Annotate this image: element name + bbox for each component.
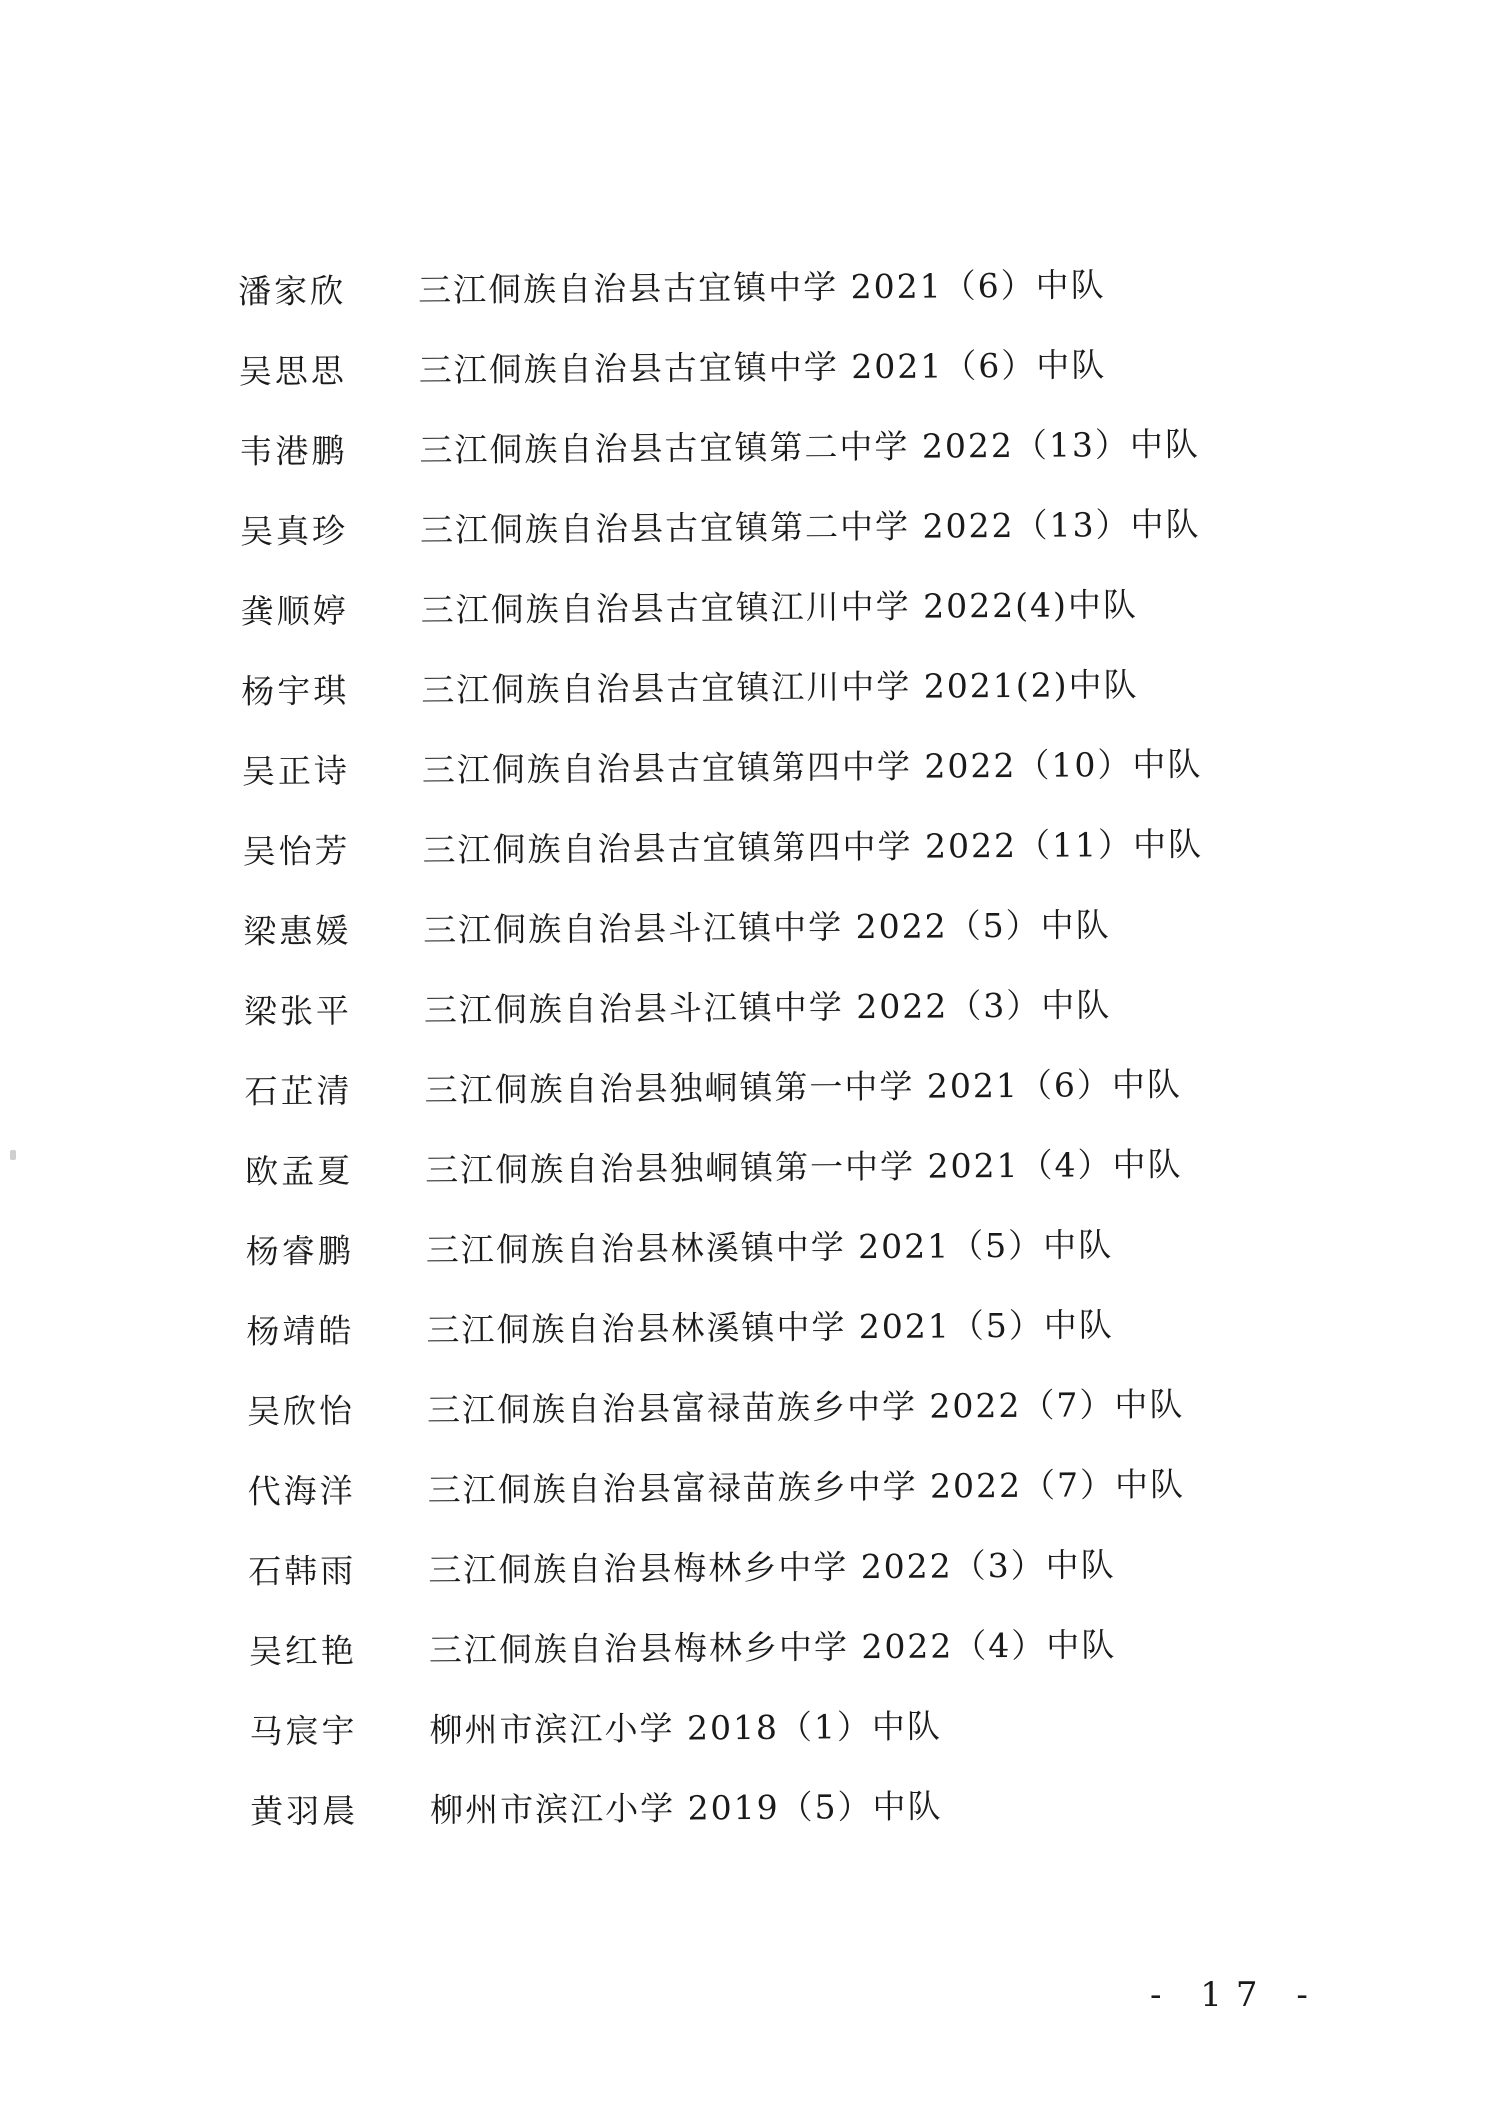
student-name: 代海洋 bbox=[247, 1471, 356, 1511]
list-item bbox=[241, 658, 1292, 746]
student-name: 潘家欣 bbox=[238, 271, 347, 311]
school-unit: 三江侗族自治县古宜镇第四中学 2022（11）中队 bbox=[422, 824, 1204, 870]
list-item bbox=[241, 578, 1292, 666]
school-unit: 三江侗族自治县斗江镇中学 2022（3）中队 bbox=[423, 985, 1112, 1030]
student-name: 吴怡芳 bbox=[242, 831, 351, 871]
student-name: 杨靖皓 bbox=[246, 1311, 355, 1351]
student-name: 吴思思 bbox=[238, 351, 347, 391]
list-item bbox=[246, 1298, 1297, 1386]
student-name: 黄羽晨 bbox=[249, 1791, 359, 1831]
school-unit: 三江侗族自治县林溪镇中学 2021（5）中队 bbox=[425, 1225, 1114, 1270]
student-name: 马宸宇 bbox=[249, 1711, 358, 1751]
school-unit: 三江侗族自治县古宜镇中学 2021（6）中队 bbox=[418, 265, 1106, 310]
student-name: 石韩雨 bbox=[248, 1551, 357, 1591]
student-name: 梁张平 bbox=[243, 991, 353, 1031]
school-unit: 三江侗族自治县古宜镇第四中学 2022（10）中队 bbox=[421, 744, 1203, 790]
list-item bbox=[242, 818, 1293, 906]
school-unit: 三江侗族自治县独峒镇第一中学 2021（4）中队 bbox=[424, 1144, 1183, 1190]
list-item bbox=[239, 338, 1290, 426]
list-item bbox=[238, 258, 1289, 346]
page-number: - 17 - bbox=[1150, 1975, 1322, 2015]
student-name: 吴真珍 bbox=[239, 511, 349, 551]
student-name: 梁惠媛 bbox=[243, 911, 352, 951]
school-unit: 三江侗族自治县古宜镇第二中学 2022（13）中队 bbox=[419, 424, 1201, 470]
list-item bbox=[248, 1538, 1299, 1626]
school-unit: 三江侗族自治县梅林乡中学 2022（4）中队 bbox=[428, 1625, 1117, 1670]
school-unit: 三江侗族自治县斗江镇中学 2022（5）中队 bbox=[423, 905, 1111, 950]
scan-artifact bbox=[10, 1150, 16, 1160]
school-unit: 三江侗族自治县富禄苗族乡中学 2022（7）中队 bbox=[427, 1464, 1186, 1510]
school-unit: 三江侗族自治县古宜镇中学 2021（6）中队 bbox=[418, 345, 1107, 390]
school-unit: 柳州市滨江小学 2019（5）中队 bbox=[429, 1786, 943, 1830]
list-item bbox=[243, 898, 1294, 986]
list-item bbox=[242, 738, 1293, 826]
list-item bbox=[245, 1138, 1296, 1226]
school-unit: 三江侗族自治县古宜镇第二中学 2022（13）中队 bbox=[419, 504, 1201, 550]
student-name: 欧孟夏 bbox=[244, 1151, 354, 1191]
list-item bbox=[246, 1218, 1297, 1306]
list-item bbox=[250, 1778, 1301, 1866]
list-item bbox=[247, 1458, 1298, 1546]
student-name: 石芷清 bbox=[244, 1071, 353, 1111]
list-item bbox=[247, 1378, 1298, 1466]
school-unit: 三江侗族自治县梅林乡中学 2022（3）中队 bbox=[428, 1545, 1116, 1590]
student-name: 杨宇琪 bbox=[241, 671, 350, 711]
list-item bbox=[244, 978, 1295, 1066]
list-item bbox=[244, 1058, 1295, 1146]
student-name: 吴红艳 bbox=[248, 1631, 358, 1671]
student-name: 龚顺婷 bbox=[240, 591, 349, 631]
list-item bbox=[249, 1698, 1300, 1786]
school-unit: 三江侗族自治县富禄苗族乡中学 2022（7）中队 bbox=[426, 1384, 1185, 1430]
list-item bbox=[240, 498, 1291, 586]
list-item bbox=[239, 418, 1290, 506]
student-name: 杨睿鹏 bbox=[245, 1231, 354, 1271]
honor-list bbox=[238, 258, 1301, 1866]
school-unit: 三江侗族自治县古宜镇江川中学 2022(4)中队 bbox=[420, 584, 1139, 630]
school-unit: 三江侗族自治县林溪镇中学 2021（5）中队 bbox=[426, 1305, 1114, 1350]
student-name: 吴欣怡 bbox=[246, 1391, 356, 1431]
list-item bbox=[249, 1618, 1300, 1706]
school-unit: 三江侗族自治县古宜镇江川中学 2021(2)中队 bbox=[421, 664, 1139, 710]
school-unit: 三江侗族自治县独峒镇第一中学 2021（6）中队 bbox=[424, 1064, 1183, 1110]
student-name: 韦港鹏 bbox=[239, 431, 348, 471]
student-name: 吴正诗 bbox=[241, 751, 351, 791]
school-unit: 柳州市滨江小学 2018（1）中队 bbox=[429, 1706, 943, 1750]
